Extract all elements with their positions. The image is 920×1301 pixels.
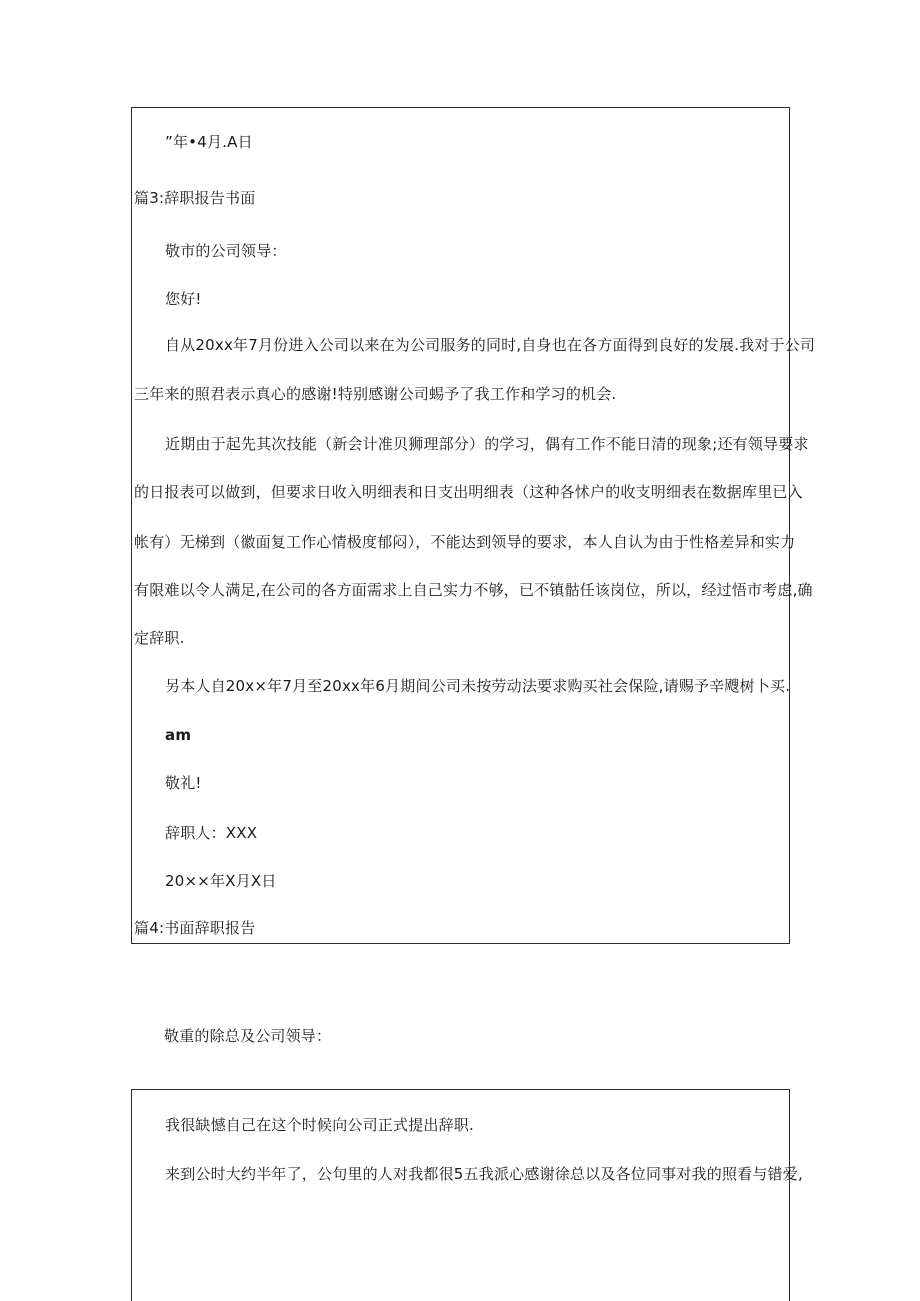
paragraph-2-line-2: 的日报表可以做到，但要求日收入明细表和日支出明细表（这种各怵户的收支明细表在数据库里已入 — [134, 483, 803, 501]
am-line: am — [165, 726, 192, 744]
paragraph-2-line-3: 帐有）无梯到（徽面复工作心情极度郁闷），不能达到领导的要求，本人自认为由于性格差异和实力 — [134, 533, 796, 551]
salutation: 敬市的公司领导： — [165, 242, 287, 260]
next-section-heading: 篇4:书面辞职报告 — [134, 919, 256, 937]
outside-salutation: 敬重的除总及公司领导： — [164, 1027, 332, 1045]
signature-date: 20××年X月X日 — [165, 872, 277, 890]
resignation-letter-section-4 — [131, 1089, 803, 1301]
resignation-letter-section-3 — [131, 107, 816, 944]
paragraph-2-line-1: 近期由于起先其次技能（新会计准贝狮理部分）的学习，偶有工作不能日清的现象;还有领导要求 — [165, 435, 809, 453]
paragraph-1-line-1: 自从20xx年7月份进入公司以来在为公司服务的同时,自身也在各方面得到良好的发展.我对于公司 — [165, 336, 816, 354]
paragraph-2-line-4: 有限难以令人满足,在公司的各方面需求上自己实力不够，已不镇骷任该岗位，所以，经过悟市考虑,确 — [134, 581, 813, 599]
paragraph-3: 另本人自20x×年7月至20xx年6月期间公司未按劳动法要求购买社会保险,请赐予辛飕树卜买. — [165, 677, 791, 695]
paragraph-2-line-5: 定辞职. — [134, 629, 185, 647]
section-4-line-2: 来到公时大约半年了，公句里的人对我都很5五我派心感谢徐总以及各位同事对我的照看与错爱, — [165, 1165, 803, 1183]
date-line: ”年•4月.A日 — [165, 133, 253, 151]
section-heading: 篇3:辞职报告书面 — [134, 189, 256, 207]
closing-salute: 敬礼! — [165, 774, 202, 792]
section-4-line-1: 我很缺憾自己在这个时候向公司正式提出辞职. — [165, 1116, 474, 1134]
signer-line: 辞职人：XXX — [165, 824, 258, 842]
hello-line: 您好! — [165, 290, 202, 308]
paragraph-1-line-2: 三年来的照君表示真心的感谢!特别感谢公司蜴予了我工作和学习的机会. — [134, 385, 617, 403]
